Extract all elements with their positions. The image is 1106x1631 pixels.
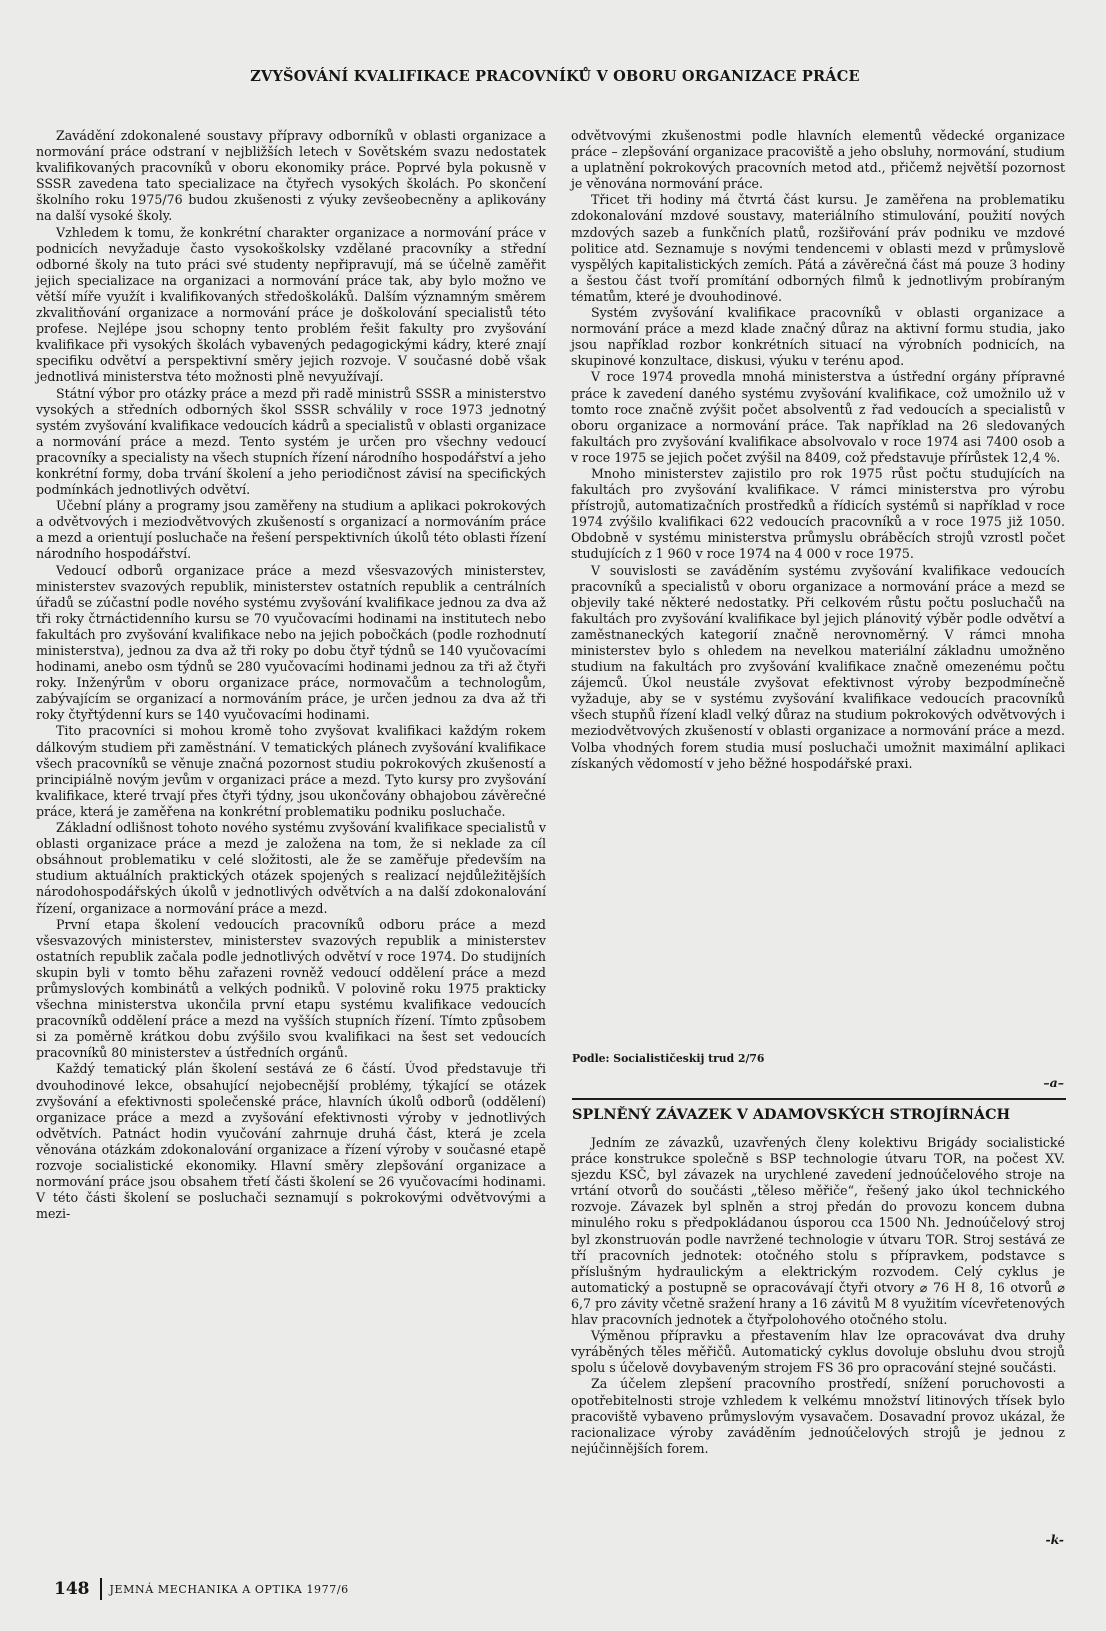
paragraph: Základní odlišnost tohoto nového systému zvyšování kvalifikace specialistů v oblasti organizace práce a mezd je založena na tom, že si neklade za cíl obsáhnout problematiku v celé složitosti, ale že se zaměřuje především na studium aktuálních praktických otázek spojených s realizací nejdůležitějších národohospodářských úkolů v jednotlivých odvětvích a na další zdokonalování řízení, organizace a normování práce a mezd. [36,820,546,916]
paragraph: Vzhledem k tomu, že konkrétní charakter organizace a normování práce v podnicích nevyžaduje často vysokoškolsky vzdělané pracovníky a střední odborné školy na tuto práci své studenty nepřipravují, má se účelně zaměřit jejich specializace na organizaci a normování práce tak, aby bylo možno ve větší míře využít i kvalifikovaných středoškoláků. Dalším významným směrem zkvalitňování organizace a normování práce je doškolování specialistů této profese. Nejlépe jsou schopny tento problém řešit fakulty pro zvyšování kvalifikace při vysokých školách vybavených pedagogickými kádry, které znají specifiku odvětví a perspektivní směry jejich rozvoje. V současné době však jednotlivá ministerstva této možnosti plně nevyužívají. [36,224,546,385]
author-signature: –a– [1043,1075,1064,1090]
paragraph: Vedoucí odborů organizace práce a mezd všesvazových ministerstev, ministerstev svazových republik, ministerstev ostatních republik a centrálních úřadů se zúčastní podle nového systému zvyšování kvalifikace jednou za dva až tři roky čtrnáctidenního kursu se 70 vyučovacími hodinami na institutech nebo fakultách pro zvyšování kvalifikace nebo na jejich pobočkách (podle rozhodnutí ministerstva), jednou za dva až tři roky po dobu čtyř týdnů se 140 vyučovacími hodinami, anebo osm týdnů se 280 vyučovacími hodinami jednou za tři až čtyři roky. Inženýrům v oboru organizace práce, normovačům a technologům, zabývajícím se organizací a normováním práce, je určen jednou za dva až tři roky čtyřtýdenní kurs se 140 vyučovacími hodinami. [36,562,546,723]
page-footer [54,1578,349,1600]
page-title: ZVYŠOVÁNÍ KVALIFIKACE PRACOVNÍKŮ V OBORU ORGANIZACE PRÁCE [250,68,860,85]
article-right-column [571,128,1065,772]
page-number: 148 [54,1579,90,1599]
source-citation: Podle: Socialističeskij trud 2/76 [572,1052,765,1065]
paragraph: Systém zvyšování kvalifikace pracovníků v oblasti organizace a normování práce a mezd klade značný důraz na aktivní formu studia, jako jsou například rozbor konkrétních situací na výrobních podnicích, na skupinové konzultace, diskusi, výuku v terénu apod. [571,305,1065,369]
paragraph: První etapa školení vedoucích pracovníků odboru práce a mezd všesvazových ministerstev, ministerstev svazových republik a ministerstev ostatních republik začala podle jednotlivých odvětví v roce 1974. Do studijních skupin byli v tomto běhu zařazeni rovněž vedoucí oddělení práce a mezd průmyslových kombinátů a velkých podniků. V polovině roku 1975 prakticky všechna ministerstva ukončila první etapu systému kvalifikace vedoucích pracovníků oddělení práce a mezd na vyšších stupních řízení. Tímto způsobem si za poměrně krátkou dobu zvýšilo svou kvalifikaci na šest set vedoucích pracovníků 80 ministerstev a ústředních orgánů. [36,916,546,1061]
section-divider [572,1098,1066,1100]
article-title: SPLNĚNÝ ZÁVAZEK V ADAMOVSKÝCH STROJÍRNÁCH [572,1106,1011,1123]
paragraph: Každý tematický plán školení sestává ze 6 částí. Úvod představuje tři dvouhodinové lekce, obsahující nejobecnější problémy, týkající se otázek zvyšování a efektivnosti společenské práce, hlavních úkolů odborů (oddělení) organizace práce a mezd a zvyšování efektivnosti výroby v jednotlivých odvětvích. Patnáct hodin vyučování zahrnuje druhá část, která je zcela věnována otázkám zdokonalování organizace a řízení výroby v současné etapě rozvoje socialistické ekonomiky. Hlavní směry zlepšování organizace a normování práce jsou obsahem třetí části školení se 26 vyučovacími hodinami. V této části školení se posluchači seznamují s pokrokovými odvětvovými a mezi- [36,1061,546,1222]
paragraph: Za účelem zlepšení pracovního prostředí, snížení poruchovosti a opotřebitelnosti stroje vzhledem k velkému množství litinových třísek bylo pracoviště vybaveno průmyslovým vysavačem. Dosavadní provoz ukázal, že racionalizace výroby zaváděním jednoúčelových strojů je jednou z nejúčinnějších forem. [571,1376,1065,1456]
paragraph: Výměnou přípravku a přestavením hlav lze opracovávat dva druhy vyráběných těles měřičů. Automatický cyklus dovoluje obsluhu dvou strojů spolu s účelově dovybaveným strojem FS 36 pro opracování stejné součásti. [571,1328,1065,1376]
paragraph: Tito pracovníci si mohou kromě toho zvyšovat kvalifikaci každým rokem dálkovým studiem při zaměstnání. V tematických plánech zvyšování kvalifikace všech pracovníků se věnuje značná pozornost studiu pokrokových zkušeností a principiálně novým jevům v organizaci práce a mezd. Tyto kursy pro zvyšování kvalifikace, které trvají přes čtyři týdny, jsou ukončovány obhajobou závěrečné práce, která je zaměřena na konkrétní problematiku podniku posluchače. [36,723,546,819]
paragraph: Zavádění zdokonalené soustavy přípravy odborníků v oblasti organizace a normování práce odstraní v nejbližších letech v Sovětském svazu nedostatek kvalifikovaných pracovníků v oboru ekonomiky práce. Poprvé byla pokusně v SSSR zavedena tato specializace na čtyřech vysokých školách. Po skončení školního roku 1975/76 budou zkušenosti z výuky zevšeobecněny a aplikovány na další vysoké školy. [36,128,546,224]
article2-body [571,1135,1065,1457]
paragraph: V roce 1974 provedla mnohá ministerstva a ústřední orgány přípravné práce k zavedení daného systému zvyšování kvalifikace, což umožnilo už v tomto roce značně zvýšit počet absolventů z řad vedoucích a specialistů v oboru organizace a normování práce. Tak například na 26 sledovaných fakultách pro zvyšování kvalifikace absolvovalo v roce 1974 asi 7400 osob a v roce 1975 se jejich počet zvýšil na 8409, což představuje přírůstek 12,4 %. [571,369,1065,465]
author-signature: -k- [1045,1532,1064,1547]
article-left-column [36,128,546,1222]
paragraph: odvětvovými zkušenostmi podle hlavních elementů vědecké organizace práce – zlepšování organizace pracoviště a jeho obsluhy, normování, studium a uplatnění pokrokových pracovních metod atd., přičemž největší pozornost je věnována normování práce. [571,128,1065,192]
paragraph: Jedním ze závazků, uzavřených členy kolektivu Brigády socialistické práce konstrukce společně s BSP technologie útvaru TOR, na počest XV. sjezdu KSČ, byl závazek na urychlené zavedení jednoúčelového stroje na vrtání otvorů do součásti „těleso měřiče“, řešený jako úkol technického rozvoje. Závazek byl splněn a stroj předán do provozu koncem dubna minulého roku s předpokládanou úsporou cca 1500 Nh. Jednoúčelový stroj byl zkonstruován podle navržené technologie v útvaru TOR. Stroj sestává ze tří pracovních jednotek: otočného stolu s přípravkem, podstavce s příslušným hydraulickým a elektrickým rozvodem. Celý cyklus je automatický a postupně se opracovávají čtyři otvory ⌀ 76 H 8, 16 otvorů ⌀ 6,7 pro závity včetně sražení hrany a 16 závitů M 8 využitím vícevřetenových hlav pracovních jednotek a čtyřpolohového otočného stolu. [571,1135,1065,1328]
paragraph: Mnoho ministerstev zajistilo pro rok 1975 růst počtu studujících na fakultách pro zvyšování kvalifikace. V rámci ministerstva pro výrobu přístrojů, automatizačních prostředků a řídicích systémů si například v roce 1974 zvýšilo kvalifikaci 622 vedoucích pracovníků a v roce 1975 již 1050. Obdobně v systému ministerstva průmyslu obráběcích strojů vzrostl počet studujících z 1 960 v roce 1974 na 4 000 v roce 1975. [571,465,1065,562]
journal-name: JEMNÁ MECHANIKA A OPTIKA 1977/6 [109,1582,349,1596]
footer-divider [100,1578,102,1600]
paragraph: V souvislosti se zaváděním systému zvyšování kvalifikace vedoucích pracovníků a specialistů v oboru organizace a normování práce a mezd se objevily také některé nedostatky. Při celkovém růstu počtu posluchačů na fakultách pro zvyšování kvalifikace byl jejich plánovitý výběr podle odvětví a zaměstnaneckých kategorií značně nerovnoměrný. V rámci mnoha ministerstev bylo s ohledem na nevelkou materiální základnu umožněno studium na fakultách pro zvyšování kvalifikace značně omezenému počtu zájemců. Úkol neustále zvyšovat efektivnost výroby bezpodmínečně vyžaduje, aby se v systému zvyšování kvalifikace vedoucích pracovníků všech stupňů řízení kladl velký důraz na studium pokrokových odvětvových i meziodvětvových zkušeností v oblasti organizace a normování práce a mezd. Volba vhodných forem studia musí posluchači umožnit maximální aplikaci získaných vědomostí v jeho běžné hospodářské praxi. [571,562,1065,771]
paragraph: Třicet tři hodiny má čtvrtá část kursu. Je zaměřena na problematiku zdokonalování mzdové soustavy, materiálního stimulování, použití nových mzdových sazeb a funkčních platů, rozšiřování práv podniku ve mzdové politice atd. Seznamuje s novými tendencemi v oblasti mezd v průmyslově vyspělých kapitalistických zemích. Pátá a závěrečná část má pouze 3 hodiny a šestou část tvoří promítání odborných filmů k jednotlivým probíraným tématům, které je dvouhodinové. [571,192,1065,304]
paragraph: Státní výbor pro otázky práce a mezd při radě ministrů SSSR a ministerstvo vysokých a středních odborných škol SSSR schválily v roce 1973 jednotný systém zvyšování kvalifikace vedoucích kádrů a specialistů v oblasti organizace a normování práce a mezd. Tento systém je určen pro všechny vedoucí pracovníky a specialisty na všech stupních řízení národního hospodářství a jeho konkrétní formy, doba trvání školení a jeho periodičnost závisí na specifických podmínkách jednotlivých odvětví. [36,385,546,498]
paragraph: Učební plány a programy jsou zaměřeny na studium a aplikaci pokrokových a odvětvových i meziodvětvových zkušeností s organizací a normováním práce a mezd a orientují posluchače na řešení perspektivních úkolů této oblasti řízení národního hospodářství. [36,498,546,562]
